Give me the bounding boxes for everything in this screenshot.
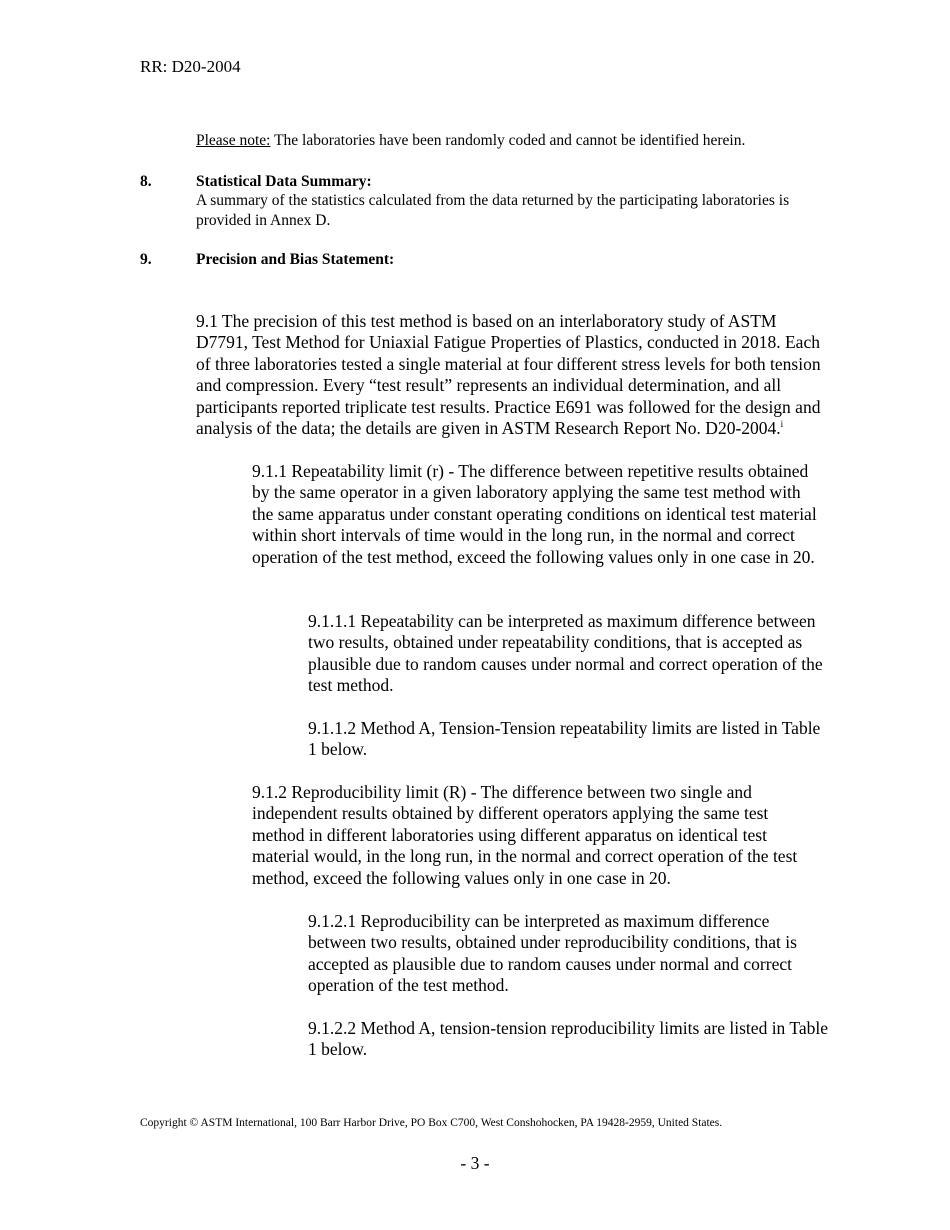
section-8-body: A summary of the statistics calculated from the data returned by the participating laboratories is provided in Annex D. (196, 192, 790, 229)
note-paragraph (196, 131, 856, 151)
section-8-title: Statistical Data Summary: (196, 173, 372, 190)
section-9-title: Precision and Bias Statement: (196, 251, 395, 268)
section-8-number: 8. (140, 173, 152, 190)
footnote-marker[interactable]: i (780, 419, 784, 430)
note-text: The laboratories have been randomly coded and cannot be identified herein. (270, 132, 746, 149)
copyright-footer: Copyright © ASTM International, 100 Barr Harbor Drive, PO Box C700, West Conshohocken, PA 19428-2959, United States. (140, 1117, 723, 1129)
page-number: - 3 - (460, 1153, 490, 1173)
paragraph-9-1-text: 9.1 The precision of this test method is based on an interlaboratory study of ASTM D7791, Test Method for Uniaxial Fatigue Properties of Plastics, conducted in 2018. Each of three laboratories tested a single material at four different stress levels for both tension and compression. Every “test result” represents an individual determination, and all participants reported triplicate test results. Practice E691 was followed for the design and analysis of the data; the details are given in ASTM Research Report No. D20-2004. (196, 311, 821, 439)
paragraph-9-1 (196, 311, 821, 439)
section-9-number: 9. (140, 251, 152, 268)
paragraph-9-1-1: 9.1.1 Repeatability limit (r) - The difference between repetitive results obtained by the same operator in a given laboratory applying the same test method with the same apparatus under constant operating conditions on identical test material within short intervals of time would in the long run, in the normal and correct operation of the test method, exceed the following values only in one case in 20. (252, 461, 817, 567)
paragraph-9-1-1-2: 9.1.1.2 Method A, Tension-Tension repeatability limits are listed in Table 1 below. (308, 718, 821, 760)
paragraph-9-1-2: 9.1.2 Reproducibility limit (R) - The difference between two single and independent results obtained by different operators applying the same test method in different laboratories using different apparatus on identical test material would, in the long run, in the normal and correct operation of the test method, exceed the following values only in one case in 20. (252, 782, 798, 888)
paragraph-9-1-1-1: 9.1.1.1 Repeatability can be interpreted as maximum difference between two results, obtained under repeatability conditions, that is accepted as plausible due to random causes under normal and correct operation of the test method. (308, 611, 823, 696)
note-label: Please note: (196, 132, 271, 149)
paragraph-9-1-2-2: 9.1.2.2 Method A, tension-tension reproducibility limits are listed in Table 1 below. (308, 1018, 828, 1060)
paragraph-9-1-2-1: 9.1.2.1 Reproducibility can be interpreted as maximum difference between two results, obtained under reproducibility conditions, that is accepted as plausible due to random causes under normal and correct operation of the test method. (308, 911, 797, 996)
report-id-header: RR: D20-2004 (140, 57, 241, 76)
